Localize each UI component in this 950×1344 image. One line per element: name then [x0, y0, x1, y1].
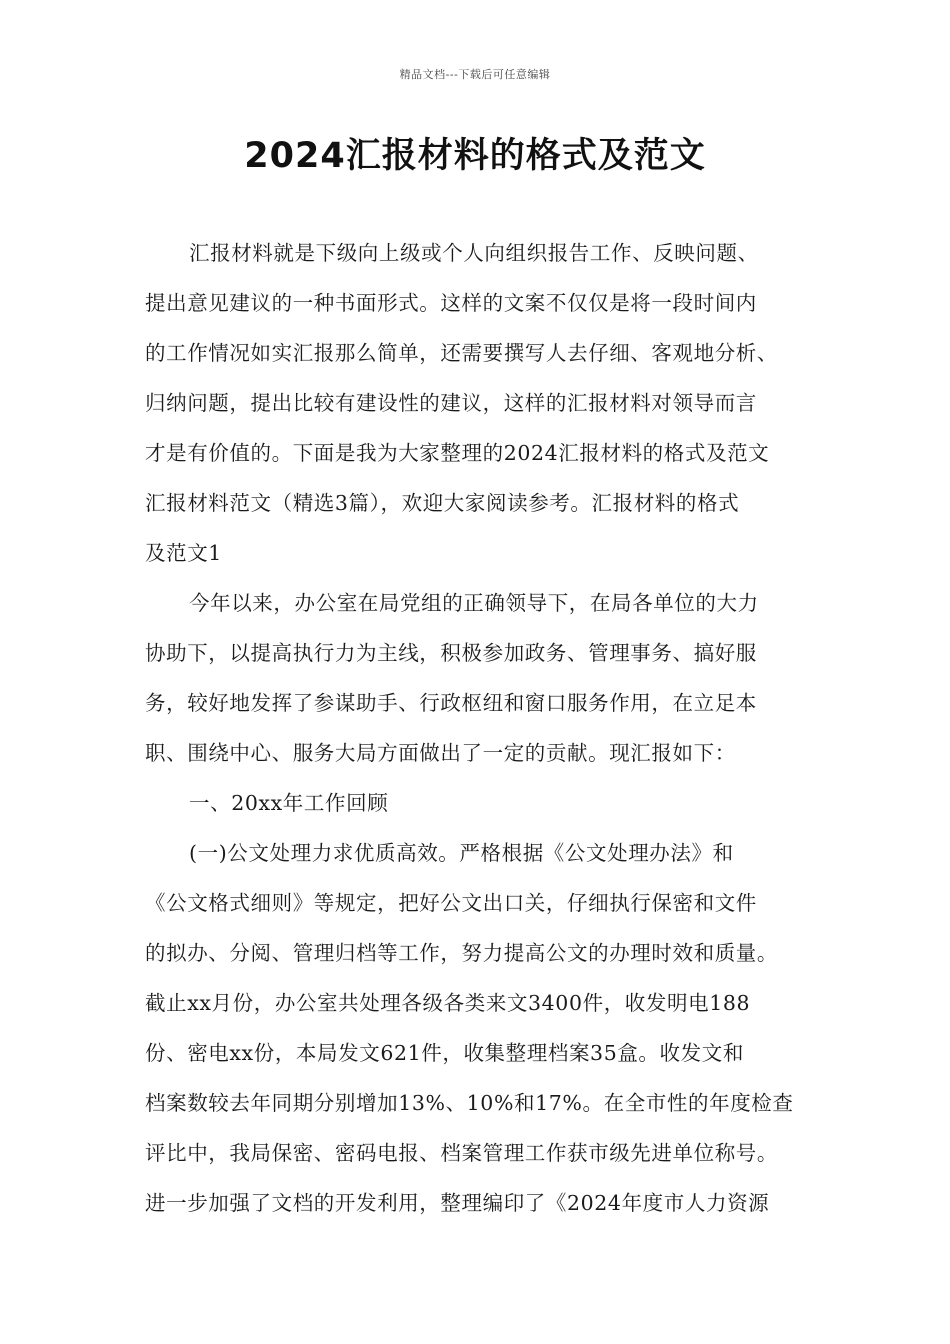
- body-text-line: 汇报材料就是下级向上级或个人向组织报告工作、反映问题、: [189, 241, 759, 265]
- body-text-line: 协助下，以提高执行力为主线，积极参加政务、管理事务、搞好服: [145, 641, 757, 665]
- body-text-line: 《公文格式细则》等规定，把好公文出口关，仔细执行保密和文件: [145, 891, 757, 915]
- body-text-line: 截止xx月份，办公室共处理各级各类来文3400件，收发明电188: [145, 991, 751, 1015]
- body-text-line: 汇报材料范文（精选3篇），欢迎大家阅读参考。汇报材料的格式: [145, 491, 740, 515]
- body-text-line: 今年以来，办公室在局党组的正确领导下，在局各单位的大力: [189, 591, 759, 615]
- body-text-line: 进一步加强了文档的开发利用，整理编印了《2024年度市人力资源: [145, 1191, 770, 1215]
- document-title: 2024汇报材料的格式及范文: [244, 136, 706, 176]
- body-text-line: 一、20xx年工作回顾: [189, 791, 389, 815]
- body-text-line: 的拟办、分阅、管理归档等工作，努力提高公文的办理时效和质量。: [145, 941, 778, 965]
- body-text-line: 职、围绕中心、服务大局方面做出了一定的贡献。现汇报如下：: [145, 741, 736, 765]
- body-text-line: (一)公文处理力求优质高效。严格根据《公文处理办法》和: [189, 841, 734, 865]
- body-text-line: 份、密电xx份，本局发文621件，收集整理档案35盒。收发文和: [145, 1041, 744, 1065]
- body-text-line: 提出意见建议的一种书面形式。这样的文案不仅仅是将一段时间内: [145, 291, 757, 315]
- page-header: 精品文档---下载后可任意编辑: [399, 68, 551, 81]
- body-text-line: 的工作情况如实汇报那么简单，还需要撰写人去仔细、客观地分析、: [145, 341, 778, 365]
- body-text-line: 评比中，我局保密、密码电报、档案管理工作获市级先进单位称号。: [145, 1141, 778, 1165]
- body-text-line: 及范文1: [145, 541, 222, 565]
- body-text-line: 归纳问题，提出比较有建设性的建议，这样的汇报材料对领导而言: [145, 391, 757, 415]
- document-body: [145, 228, 810, 1228]
- body-text-line: 务，较好地发挥了参谋助手、行政枢纽和窗口服务作用，在立足本: [145, 691, 757, 715]
- body-text-line: 才是有价值的。下面是我为大家整理的2024汇报材料的格式及范文: [145, 441, 770, 465]
- body-text-line: 档案数较去年同期分别增加13%、10%和17%。在全市性的年度检查: [145, 1091, 794, 1115]
